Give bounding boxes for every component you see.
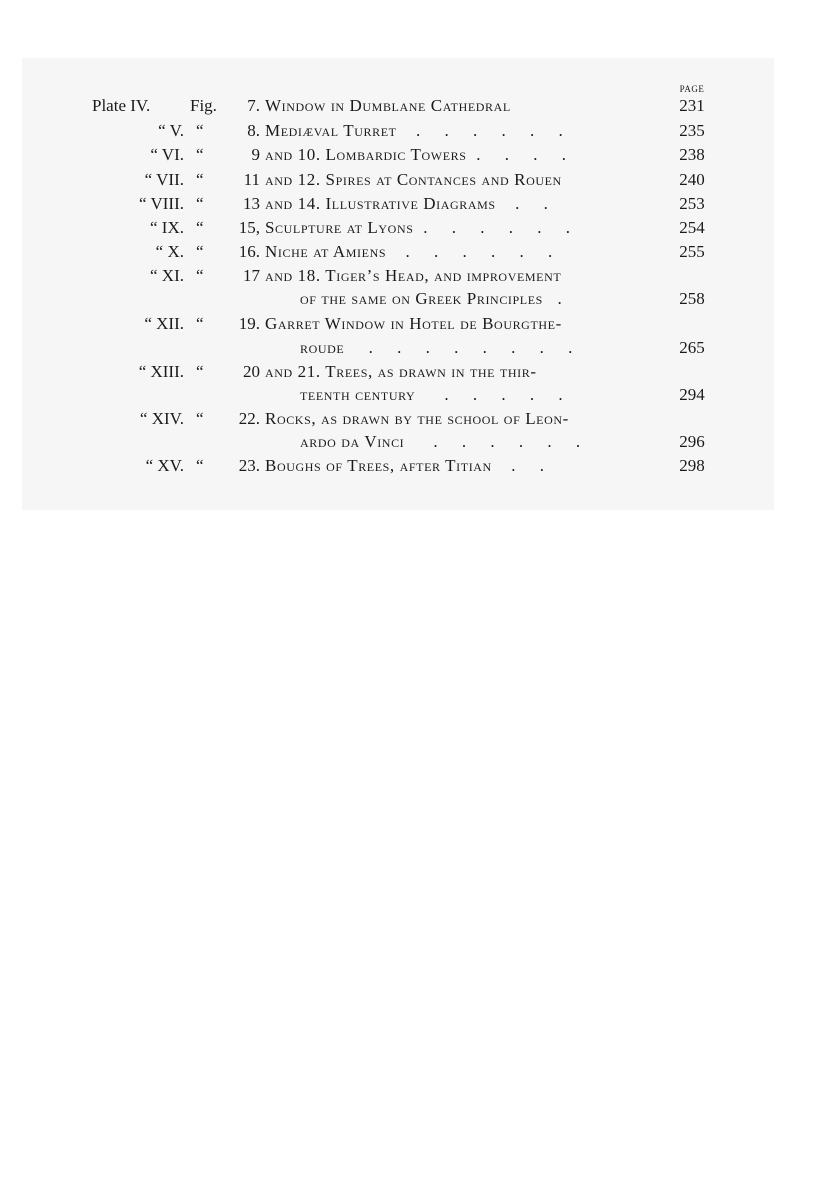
entry-title [265,119,669,143]
page-number: 240 [679,170,705,189]
leader-dots: . . . . . . [423,218,580,237]
entry-row [0,312,840,336]
page-number: 298 [679,456,705,475]
entry-title-continuation [300,383,669,407]
entry-continuation-row [0,287,840,311]
plate-number: “ IX. [150,218,184,237]
figure-number: 9 [251,145,260,164]
entry-row [0,454,840,478]
figure-number: 13 [243,194,260,213]
entry-row [0,264,840,288]
entry-title [265,454,669,478]
entry-title [265,216,669,240]
entry-title-text: of the same on Greek Principles [300,289,543,308]
leader-dots: . . . . . . [405,242,563,261]
ditto-mark: “ [196,242,204,261]
ditto-mark: “ [196,170,204,189]
entry-title-text: roude [300,338,345,357]
plate-number: “ XIII. [138,362,184,381]
fig-label: Fig. [190,96,217,115]
plate-number: “ X. [155,242,184,261]
entry-title [265,143,669,167]
ditto-mark: “ [196,314,204,333]
leader-dots: . . . . [476,145,576,164]
entry-title-text: Sculpture at Lyons [265,218,414,237]
page-number: 231 [679,96,705,115]
leader-dots: . . . . . . . . [368,338,583,357]
entry-row [0,119,840,143]
ditto-mark: “ [196,218,204,237]
figure-number: 11 [243,170,260,189]
entry-title: Garret Window in Hotel de Bourgthe- [265,314,562,333]
leader-dots: . . . . . . [433,432,591,451]
entry-row [0,216,840,240]
entry-title-text: teenth century [300,385,416,404]
entry-title-continuation [300,430,669,454]
plate-number: “ V. [158,121,184,140]
entry-title [265,192,669,216]
plate-number: “ XIV. [139,409,184,428]
entry-title-text: ardo da Vinci [300,432,405,451]
entry-title-continuation [300,287,669,311]
plate-number: “ XV. [145,456,184,475]
entry-title: Window in Dumblane Cathedral [265,96,511,115]
plate-number: “ XII. [144,314,184,333]
figure-number: 7. [247,96,260,115]
entry-title [265,240,669,264]
entry-continuation-row [0,383,840,407]
entry-title: and 18. Tiger’s Head, and improvement [265,266,562,285]
plate-number: “ VII. [144,170,184,189]
entry-title: and 12. Spires at Contances and Rouen [265,170,562,189]
entry-title-text: Niche at Amiens [265,242,387,261]
page-number: 294 [679,385,705,404]
figure-number: 17 [243,266,260,285]
page-number: 255 [679,242,705,261]
entry-title-text: Mediæval Turret [265,121,397,140]
entry-row [0,360,840,384]
page-number: 265 [679,338,705,357]
entry-continuation-row [0,336,840,360]
plate-number: Plate IV. [92,96,151,115]
plate-number: “ XI. [150,266,184,285]
entry-row [0,407,840,431]
ditto-mark: “ [196,362,204,381]
page-number: 258 [679,289,705,308]
page-number: 254 [679,218,705,237]
figure-number: 15, [238,218,260,237]
ditto-mark: “ [196,194,204,213]
entry-row [0,192,840,216]
page-number: 238 [679,145,705,164]
entry-row [0,94,840,118]
leader-dots: . [557,289,572,308]
ditto-mark: “ [196,409,204,428]
figure-number: 23. [238,456,260,475]
entry-title-text: and 14. Illustrative Diagrams [265,194,496,213]
entry-title: Rocks, as drawn by the school of Leon- [265,409,569,428]
page-number: 235 [679,121,705,140]
ditto-mark: “ [196,121,204,140]
figure-number: 16. [238,242,260,261]
ditto-mark: “ [196,266,204,285]
page-column-header: PAGE [679,84,705,94]
leader-dots: . . . . . [444,385,573,404]
plate-number: “ VI. [150,145,184,164]
entry-title-continuation [300,336,669,360]
leader-dots: . . [515,194,558,213]
entry-row [0,143,840,167]
ditto-mark: “ [196,145,204,164]
page-number: 296 [679,432,705,451]
entry-row [0,240,840,264]
leader-dots: . . . . . . [415,121,573,140]
entry-title-text: Boughs of Trees, after Titian [265,456,492,475]
figure-number: 8. [247,121,260,140]
leader-dots: . . [511,456,554,475]
ditto-mark: “ [196,456,204,475]
entry-row [0,168,840,192]
entry-title: and 21. Trees, as drawn in the thir- [265,362,537,381]
figure-number: 22. [238,409,260,428]
page-number: 253 [679,194,705,213]
entry-continuation-row [0,430,840,454]
plate-number: “ VIII. [139,194,184,213]
figure-number: 20 [243,362,260,381]
entry-title-text: and 10. Lombardic Towers [265,145,467,164]
figure-number: 19. [238,314,260,333]
